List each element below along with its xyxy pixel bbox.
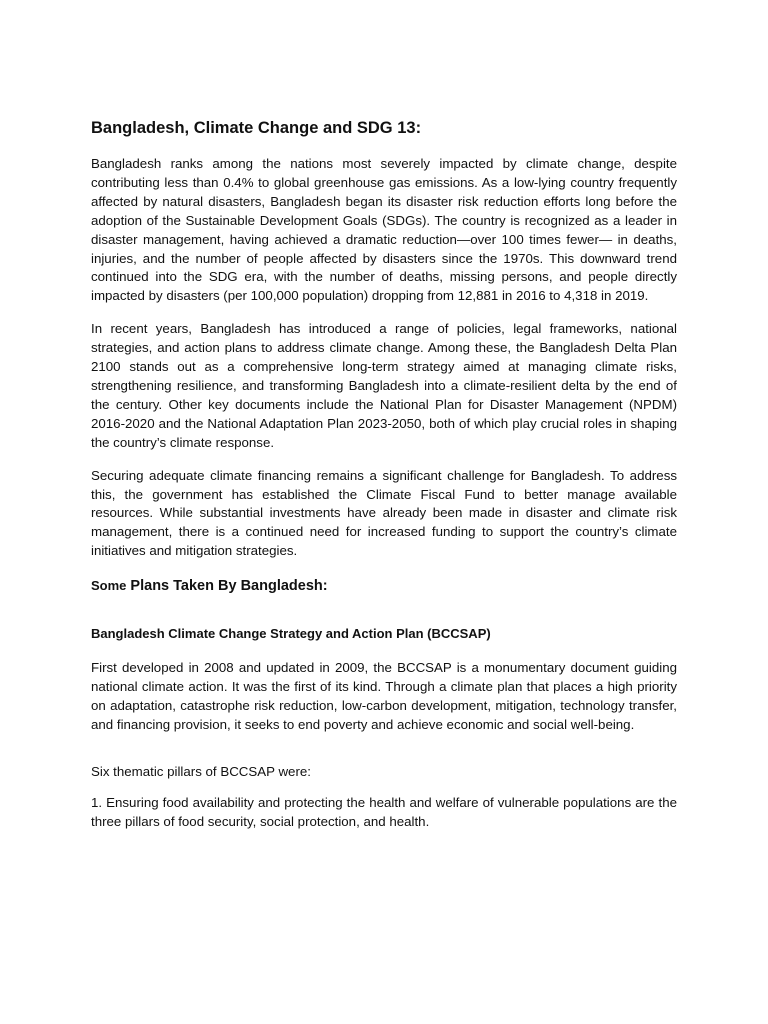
- document-page: [91, 118, 677, 845]
- section-heading-plans: [91, 577, 677, 595]
- section-heading-rest: Plans Taken By Bangladesh:: [126, 578, 328, 595]
- bccsap-heading: Bangladesh Climate Change Strategy and Action Plan (BCCSAP): [91, 626, 491, 642]
- intro-paragraph: Bangladesh ranks among the nations most severely impacted by climate change, despite contributing less than 0.4% to global greenhouse gas emissions. As a low-lying country frequently affected by natural disasters, Bangladesh began its disaster risk reduction efforts long before the adoption of the Sustainable Development Goals (SDGs). The country is recognized as a leader in disaster management, having achieved a dramatic reduction—over 100 times fewer— in deaths, injuries, and the number of people affected by disasters since the 1970s. This downward trend continued into the SDG era, with the number of deaths, missing persons, and people directly impacted by disasters (per 100,000 population) dropping from 12,881 in 2016 to 4,318 in 2019.: [91, 156, 677, 304]
- bccsap-pillar-1: 1. Ensuring food availability and protecting the health and welfare of vulnerable populations are the three pillars of food security, social protection, and health.: [91, 794, 677, 829]
- policies-paragraph: In recent years, Bangladesh has introduced a range of policies, legal frameworks, national strategies, and action plans to address climate change. Among these, the Bangladesh Delta Plan 2100 stands out as a comprehensive long-term strategy aimed at managing climate risks, strengthening resilience, and transforming Bangladesh into a climate-resilient delta by the end of the century. Other key documents include the National Plan for Disaster Management (NPDM) 2016-2020 and the National Adaptation Plan 2023-2050, both of which play crucial roles in shaping the country’s climate response.: [91, 321, 677, 450]
- document-title: Bangladesh, Climate Change and SDG 13:: [91, 119, 422, 137]
- financing-paragraph: Securing adequate climate financing remains a significant challenge for Bangladesh. To address this, the government has established the Climate Fiscal Fund to better manage available resources. While substantial investments have already been made in disaster and climate risk management, there is a continued need for increased funding to support the country’s climate initiatives and mitigation strategies.: [91, 467, 677, 559]
- bccsap-description: First developed in 2008 and updated in 2009, the BCCSAP is a monumentary document guiding national climate action. It was the first of its kind. Through a climate plan that places a high priority on adaptation, catastrophe risk reduction, low-carbon development, mitigation, technology transfer, and financing provision, it seeks to end poverty and achieve economic and social well-being.: [91, 660, 677, 732]
- section-heading-first-word: Some: [91, 578, 127, 594]
- bccsap-pillars-intro: Six thematic pillars of BCCSAP were:: [91, 763, 311, 779]
